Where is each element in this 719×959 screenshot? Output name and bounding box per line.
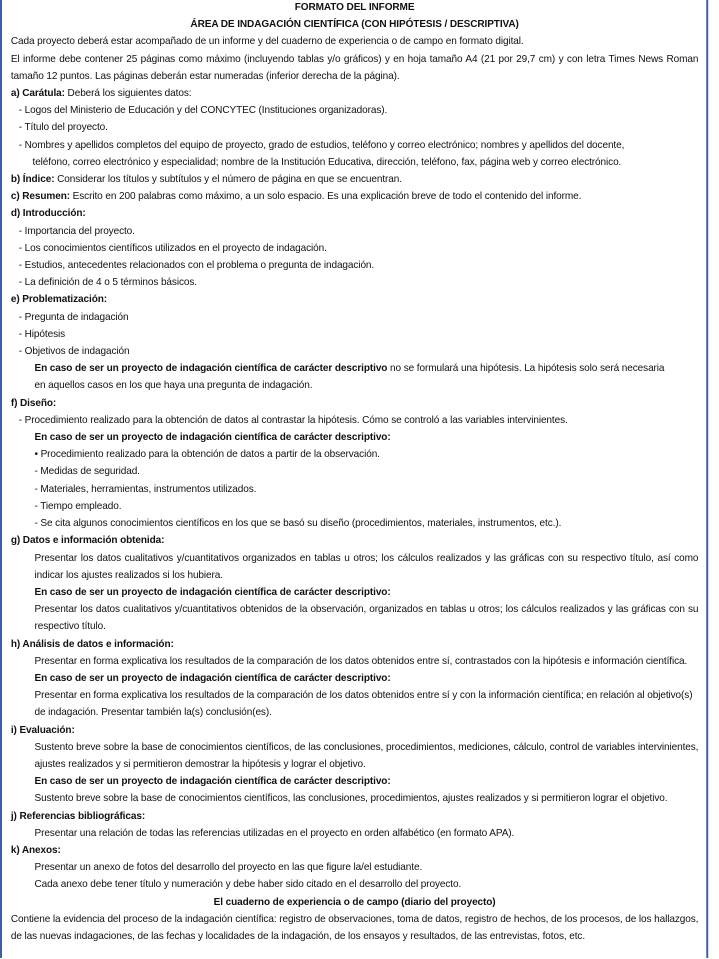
section-h-heading: h) Análisis de datos e información: (10, 638, 174, 650)
section-g-text: Presentar los datos cualitativos y/cuantitativos organizados en tablas u otros; los cálculos realizados y las gráficas con su respectivo título, así como indicar los ajustes realizados si los hubiera. (34, 552, 699, 581)
section-a-title: a) Carátula: (10, 88, 65, 100)
section-i-text: Sustento breve sobre la base de conocimientos científicos, de las conclusiones, procedimientos, mediciones, cálculo, control de variables intervinientes, ajustes realizados y si permitieron demostrar la hipótesis y lograr el objetivo. (34, 741, 699, 770)
cuaderno-title: El cuaderno de experiencia o de campo (diario del proyecto) (213, 896, 496, 908)
section-f-line: - Procedimiento realizado para la obtención de datos al contrastar la hipótesis. Cómo se controló a las variables intervinientes. (18, 414, 568, 426)
section-f-item: • Procedimiento realizado para la obtención de datos a partir de la observación. (34, 449, 380, 461)
section-f-descriptive-heading: En caso de ser un proyecto de indagación científica de carácter descriptivo: (34, 432, 391, 444)
section-d-item: - Los conocimientos científicos utilizados en el proyecto de indagación. (18, 242, 327, 254)
section-a-text: Deberá los siguientes datos: (64, 88, 192, 100)
section-e-note (11, 360, 699, 377)
section-k-item: Cada anexo debe tener título y numeración y debe haber sido citado en el desarrollo del proyecto. (34, 879, 462, 891)
section-f-item: - Medidas de seguridad. (34, 466, 140, 478)
section-a-item: - Logos del Ministerio de Educación y del CONCYTEC (Instituciones organizadoras). (18, 105, 388, 117)
section-d-heading: d) Introducción: (10, 208, 86, 220)
section-g-descriptive-heading: En caso de ser un proyecto de indagación científica de carácter descriptivo: (34, 586, 391, 598)
section-e-note-line2: en aquellos casos en los que haya una pregunta de indagación. (34, 380, 313, 392)
section-e-note-bold: En caso de ser un proyecto de indagación científica de carácter descriptivo (34, 363, 388, 375)
section-i-descriptive-text: Sustento breve sobre la base de conocimientos científicos, las conclusiones, procedimientos, ajustes realizados y si permitieron lograr el objetivo. (34, 793, 668, 805)
section-b-text: Considerar los títulos y subtítulos y el número de página en que se encuentran. (54, 174, 402, 186)
section-d-item: - Importancia del proyecto. (18, 225, 135, 237)
section-f-item: - Tiempo empleado. (34, 500, 122, 512)
section-c-heading (11, 188, 699, 205)
section-d-item: - Estudios, antecedentes relacionados con el problema o pregunta de indagación. (18, 260, 375, 272)
section-f-heading: f) Diseño: (10, 397, 57, 409)
document-title: FORMATO DEL INFORME (294, 2, 415, 13)
section-f-item: - Materiales, herramientas, instrumentos utilizados. (34, 483, 257, 495)
section-k-item: Presentar un anexo de fotos del desarrollo del proyecto en las que figure la/el estudiante. (34, 862, 423, 874)
section-e-item: - Pregunta de indagación (18, 311, 129, 323)
section-a-item-continued: teléfono, correo electrónico y especialidad; nombre de la Institución Educativa, dirección, teléfono, fax, página web y correo electrónico. (32, 156, 622, 168)
section-a-item: - Nombres y apellidos completos del equipo de proyecto, grado de estudios, teléfono y correo electrónico; nombres y apellidos del docente, (18, 139, 625, 151)
section-d-item: - La definición de 4 o 5 términos básicos. (18, 277, 197, 289)
section-j-heading: j) Referencias bibliográficas: (10, 810, 146, 822)
section-e-heading: e) Problematización: (10, 294, 108, 306)
document-subtitle: ÁREA DE INDAGACIÓN CIENTÍFICA (CON HIPÓTESIS / DESCRIPTIVA) (190, 19, 519, 31)
section-e-note-text: no se formulará una hipótesis. La hipótesis solo será necesaria (387, 363, 665, 375)
section-h-descriptive-heading: En caso de ser un proyecto de indagación científica de carácter descriptivo: (34, 672, 391, 684)
section-g-descriptive-text: Presentar los datos cualitativos y/cuantitativos obtenidos de la observación, organizados en tablas u otros; los cálculos realizados y las gráficas con su respectivo título. (34, 604, 699, 633)
section-e-item: - Hipótesis (18, 328, 66, 340)
section-a-heading (11, 85, 699, 102)
section-h-text: Presentar en forma explicativa los resultados de la comparación de los datos obtenidos entre sí, contrastados con la hipótesis e información científica. (34, 655, 688, 667)
section-j-text: Presentar una relación de todas las referencias utilizadas en el proyecto en orden alfabético (en formato APA). (34, 827, 515, 839)
section-k-heading: k) Anexos: (10, 844, 61, 856)
section-c-title: c) Resumen: (10, 191, 70, 203)
section-h-descriptive-text: Presentar en forma explicativa los resultados de la comparación de los datos obtenidos entre sí y con la información científica; en relación al objetivo(s) de indagación. Presentar también la(s) conclusión(es). (34, 690, 693, 719)
intro-paragraph-1: Cada proyecto deberá estar acompañado de un informe y del cuaderno de experiencia o de campo en formato digital. (10, 36, 524, 48)
section-b-title: b) Índice: (10, 174, 55, 186)
cuaderno-text: Contiene la evidencia del proceso de la indagación científica: registro de observaciones, toma de datos, registro de hechos, de los procesos, de los hallazgos, de las nuevas indagaciones, de las fechas y localidades de la indagación, de los ensayos y resultados, de las entrevistas, fotos, etc. (10, 913, 699, 942)
section-a-item: - Título del proyecto. (18, 122, 108, 134)
section-i-descriptive-heading: En caso de ser un proyecto de indagación científica de carácter descriptivo: (34, 776, 391, 788)
section-f-item: - Se cita algunos conocimientos científicos en los que se basó su diseño (procedimientos, materiales, instrumentos, etc.). (34, 518, 562, 530)
intro-paragraph-2: El informe debe contener 25 páginas como máximo (incluyendo tablas y/o gráficos) y en hoja tamaño A4 (21 por 29,7 cm) y con letra Times News Roman tamaño 12 puntos. Las páginas deberán estar numeradas (inferior derecha de la página). (10, 53, 699, 82)
section-b-heading (11, 171, 699, 188)
section-i-heading: i) Evaluación: (10, 724, 75, 736)
section-g-heading: g) Datos e información obtenida: (10, 535, 165, 547)
section-e-item: - Objetivos de indagación (18, 346, 130, 358)
section-c-text: Escrito en 200 palabras como máximo, a un solo espacio. Es una explicación breve de todo el contenido del informe. (69, 191, 582, 203)
